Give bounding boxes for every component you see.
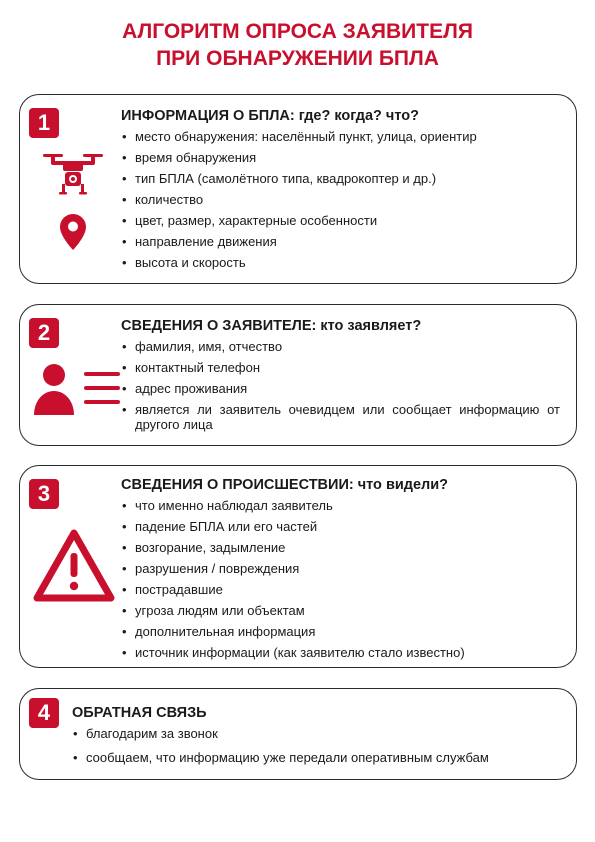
list-item: • контактный телефон bbox=[121, 360, 560, 376]
list-item: • благодарим за звонок bbox=[72, 726, 560, 742]
section-feedback bbox=[19, 688, 577, 780]
heading-rest: кто заявляет? bbox=[316, 318, 422, 334]
list-item: • время обнаружения bbox=[121, 150, 560, 166]
title-line-1: АЛГОРИТМ ОПРОСА ЗАЯВИТЕЛЯ bbox=[122, 20, 473, 43]
list-item: • высота и скорость bbox=[121, 255, 560, 271]
section-number: 2 bbox=[29, 318, 59, 348]
heading-rest: где? когда? что? bbox=[294, 108, 419, 124]
section-applicant-info bbox=[19, 304, 577, 446]
page-title bbox=[0, 18, 595, 72]
list-item: • направление движения bbox=[121, 234, 560, 250]
section-incident-info bbox=[19, 465, 577, 668]
warning-icon bbox=[32, 528, 116, 602]
list-item: • возгорание, задымление bbox=[121, 540, 560, 556]
item-list bbox=[72, 726, 560, 766]
heading-bold: ОБРАТНАЯ СВЯЗЬ bbox=[72, 705, 207, 721]
item-list bbox=[121, 498, 560, 661]
title-line-2: ПРИ ОБНАРУЖЕНИИ БПЛА bbox=[156, 47, 439, 70]
list-item: • фамилия, имя, отчество bbox=[121, 339, 560, 355]
list-item: • является ли заявитель очевидцем или сообщает информацию от другого лица bbox=[121, 402, 560, 432]
person-icon bbox=[30, 363, 122, 415]
section-number: 1 bbox=[29, 108, 59, 138]
list-item: • что именно наблюдал заявитель bbox=[121, 498, 560, 514]
item-list bbox=[121, 339, 560, 432]
heading-rest: что видели? bbox=[353, 477, 449, 493]
list-item: • разрушения / повреждения bbox=[121, 561, 560, 577]
section-heading bbox=[121, 475, 560, 495]
section-heading bbox=[121, 106, 560, 126]
list-item: • падение БПЛА или его частей bbox=[121, 519, 560, 535]
list-item: • количество bbox=[121, 192, 560, 208]
heading-bold: ИНФОРМАЦИЯ О БПЛА: bbox=[121, 108, 295, 124]
heading-bold: СВЕДЕНИЯ О ЗАЯВИТЕЛЕ: bbox=[121, 318, 317, 334]
list-item: • угроза людям или объектам bbox=[121, 603, 560, 619]
list-item: • дополнительная информация bbox=[121, 624, 560, 640]
list-item: • источник информации (как заявителю стало известно) bbox=[121, 645, 560, 661]
section-heading bbox=[121, 316, 560, 336]
location-pin-icon bbox=[60, 214, 86, 250]
section-bpla-info bbox=[19, 94, 577, 284]
drone-icon bbox=[41, 151, 105, 197]
list-item: • тип БПЛА (самолётного типа, квадрокоптер и др.) bbox=[121, 171, 560, 187]
section-heading bbox=[72, 703, 560, 723]
list-item: • место обнаружения: населённый пункт, улица, ориентир bbox=[121, 129, 560, 145]
list-item: • адрес проживания bbox=[121, 381, 560, 397]
section-number: 4 bbox=[29, 698, 59, 728]
list-item: • сообщаем, что информацию уже передали оперативным службам bbox=[72, 750, 560, 766]
heading-bold: СВЕДЕНИЯ О ПРОИСШЕСТВИИ: bbox=[121, 477, 354, 493]
section-number: 3 bbox=[29, 479, 59, 509]
list-item: • пострадавшие bbox=[121, 582, 560, 598]
list-item: • цвет, размер, характерные особенности bbox=[121, 213, 560, 229]
item-list bbox=[121, 129, 560, 271]
